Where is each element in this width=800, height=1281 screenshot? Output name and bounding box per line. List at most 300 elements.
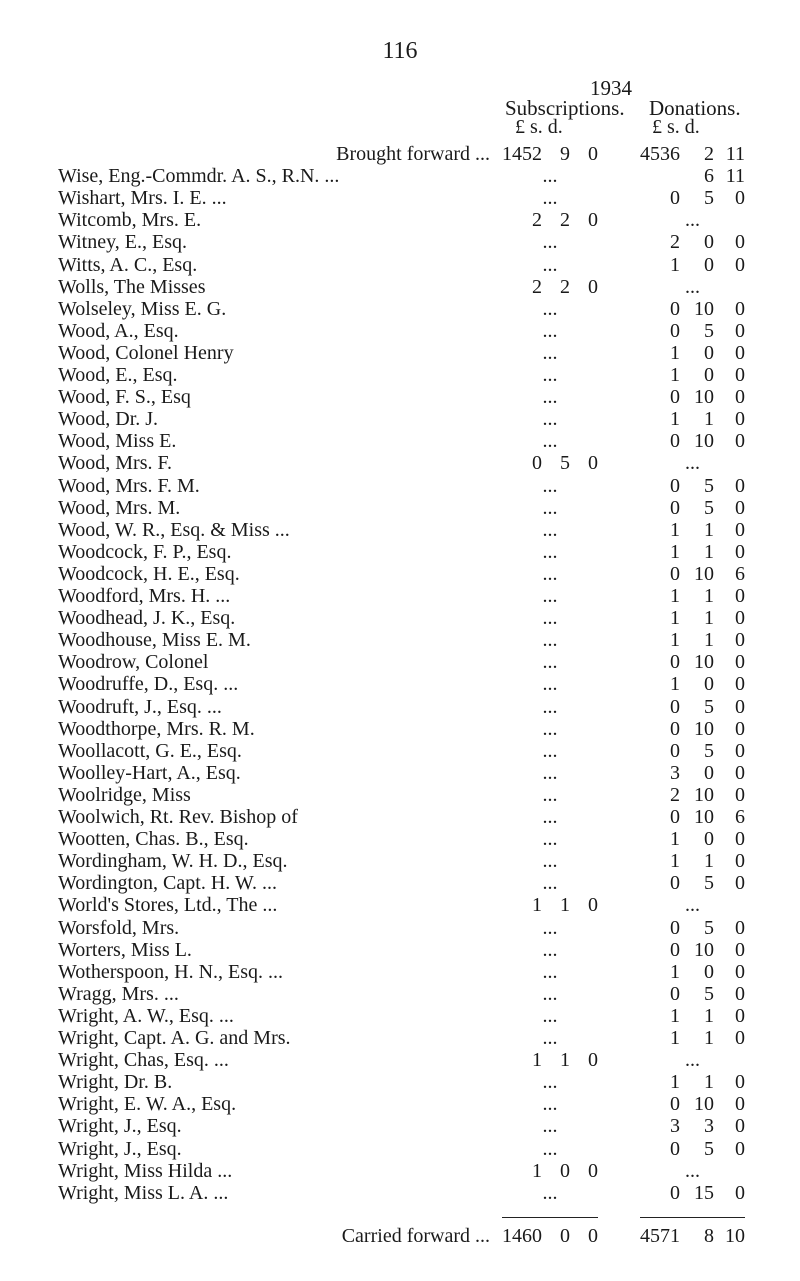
entry-name: Wishart, Mrs. I. E. ... [58, 187, 231, 209]
entry-dons-l: 1 [670, 607, 680, 630]
entry-name-cell [58, 276, 498, 298]
entry-subs-d: 0 [588, 894, 598, 917]
entry-subs-empty: ... [542, 828, 558, 851]
entry-name: Wright, Miss Hilda ... [58, 1160, 236, 1182]
entry-name-cell [58, 386, 498, 408]
entry-subs-empty: ... [542, 231, 558, 254]
entry-name: Wordington, Capt. H. W. ... [58, 872, 281, 894]
entry-dons-s: 5 [704, 319, 714, 342]
list-item [0, 452, 800, 474]
entry-name-cell [58, 320, 498, 342]
entry-dons-l: 1 [670, 540, 680, 563]
entry-name: Wood, F. S., Esq [58, 386, 195, 408]
entry-name-cell [58, 961, 498, 983]
entry-name-cell [58, 519, 498, 541]
entry-subs-empty: ... [542, 783, 558, 806]
entry-name: Wragg, Mrs. ... [58, 983, 183, 1005]
entry-name: Wood, A., Esq. [58, 320, 183, 342]
list-item [0, 961, 800, 983]
list-item [0, 276, 800, 298]
entry-name: Wood, E., Esq. [58, 364, 182, 386]
entry-subs-empty: ... [542, 474, 558, 497]
entry-subs-s: 1 [560, 894, 570, 917]
entry-name-cell [58, 342, 498, 364]
entry-dons-s: 0 [704, 761, 714, 784]
entry-name: Woodthorpe, Mrs. R. M. [58, 718, 259, 740]
entry-subs-empty: ... [542, 430, 558, 453]
entry-subs-empty: ... [542, 165, 558, 188]
entry-name: Witney, E., Esq. [58, 231, 191, 253]
entry-subs-empty: ... [542, 872, 558, 895]
entry-dons-l: 0 [670, 1181, 680, 1204]
entry-name: Wolls, The Misses [58, 276, 209, 298]
entry-dons-d: 0 [735, 1181, 745, 1204]
entry-subs-empty: ... [542, 695, 558, 718]
entry-dons-l: 1 [670, 850, 680, 873]
entry-name-cell [58, 651, 498, 673]
entry-name: Wootten, Chas. B., Esq. [58, 828, 253, 850]
entry-dons-l: 0 [670, 695, 680, 718]
entry-name: Wright, Capt. A. G. and Mrs. [58, 1027, 295, 1049]
entry-name-cell [58, 718, 498, 740]
entry-subs-d: 0 [588, 452, 598, 475]
entry-name: Woolwich, Rt. Rev. Bishop of [58, 806, 302, 828]
list-item [0, 651, 800, 673]
entry-name: Woodruft, J., Esq. ... [58, 696, 226, 718]
list-item [0, 320, 800, 342]
entry-dons-s: 1 [704, 1071, 714, 1094]
bf-subs-l: 1452 [502, 143, 542, 165]
entry-subs-empty: ... [542, 585, 558, 607]
entry-dons-d: 0 [735, 518, 745, 541]
entry-dons-d: 0 [735, 231, 745, 254]
entry-dons-l: 0 [670, 562, 680, 585]
entry-subs-empty: ... [542, 540, 558, 563]
entry-dons-s: 1 [704, 1027, 714, 1049]
entry-dons-s: 0 [704, 960, 714, 983]
entry-name: Wood, W. R., Esq. & Miss ... [58, 519, 294, 541]
entry-subs-d: 0 [588, 209, 598, 232]
entry-name: Wright, Chas, Esq. ... [58, 1049, 233, 1071]
entry-subs-s: 1 [560, 1049, 570, 1072]
entry-subs-empty: ... [542, 1071, 558, 1094]
entry-subs-s: 2 [560, 209, 570, 232]
entry-subs-s: 0 [560, 1159, 570, 1182]
list-item [0, 1093, 800, 1115]
entry-dons-d: 0 [735, 430, 745, 453]
cf-dons-l: 4571 [640, 1225, 680, 1247]
entry-name: Woodhouse, Miss E. M. [58, 629, 255, 651]
entry-dons-l: 0 [670, 982, 680, 1005]
entry-name-cell [58, 585, 498, 607]
page-number: 116 [382, 38, 418, 64]
entry-subs-empty: ... [542, 938, 558, 961]
entry-name-cell [58, 1049, 498, 1071]
entry-subs-empty: ... [542, 916, 558, 939]
entry-dons-s: 10 [694, 651, 714, 674]
list-item [0, 386, 800, 408]
entry-dons-s: 1 [704, 518, 714, 541]
entry-dons-d: 0 [735, 607, 745, 630]
entry-dons-d: 0 [735, 540, 745, 563]
entry-name-cell [58, 917, 498, 939]
entry-dons-s: 10 [694, 938, 714, 961]
entry-dons-d: 0 [735, 938, 745, 961]
cf-dons-d: 10 [725, 1225, 745, 1247]
entry-dons-s: 5 [704, 982, 714, 1005]
entry-dons-d: 0 [735, 297, 745, 320]
list-item [0, 1049, 800, 1071]
entry-subs-empty: ... [542, 850, 558, 873]
entry-dons-d: 0 [735, 960, 745, 983]
entry-dons-d: 0 [735, 872, 745, 895]
entry-name-cell [58, 1115, 498, 1137]
entry-dons-d: 6 [735, 806, 745, 828]
cf-subs-s: 0 [560, 1225, 570, 1247]
entry-dons-l: 0 [670, 430, 680, 453]
entry-dons-d: 0 [735, 1115, 745, 1138]
entry-name: Wright, J., Esq. [58, 1138, 186, 1160]
entry-name-cell [58, 939, 498, 961]
entry-dons-d: 0 [735, 474, 745, 497]
entry-dons-d: 0 [735, 1137, 745, 1160]
entry-dons-d: 0 [735, 629, 745, 652]
entry-dons-s: 0 [704, 231, 714, 254]
entry-dons-d: 0 [735, 319, 745, 342]
list-item [0, 342, 800, 364]
list-item [0, 209, 800, 231]
list-item [0, 740, 800, 762]
list-item [0, 519, 800, 541]
entry-subs-empty: ... [542, 518, 558, 541]
entry-subs-empty: ... [542, 341, 558, 364]
entry-name: Woollacott, G. E., Esq. [58, 740, 246, 762]
entry-dons-s: 1 [704, 850, 714, 873]
list-item [0, 828, 800, 850]
total-rule-s [502, 1217, 598, 1218]
entry-dons-s: 5 [704, 474, 714, 497]
list-item [0, 850, 800, 872]
entry-dons-s: 5 [704, 187, 714, 210]
entry-name-cell [58, 828, 498, 850]
entry-dons-empty: ... [685, 1159, 700, 1182]
entry-subs-empty: ... [542, 960, 558, 983]
list-item [0, 408, 800, 430]
entry-dons-s: 15 [694, 1181, 714, 1204]
entry-dons-l: 1 [670, 408, 680, 431]
entry-dons-empty: ... [685, 1049, 700, 1072]
list-item [0, 696, 800, 718]
entry-dons-s: 0 [704, 341, 714, 364]
carried-forward-row [0, 1225, 800, 1247]
entry-subs-empty: ... [542, 717, 558, 740]
entry-subs-l: 1 [532, 1159, 542, 1182]
entry-dons-l: 0 [670, 872, 680, 895]
entry-dons-s: 1 [704, 585, 714, 607]
entry-name: Wood, Mrs. M. [58, 497, 184, 519]
entry-name-cell [58, 1160, 498, 1182]
list-item [0, 364, 800, 386]
entry-dons-d: 0 [735, 1093, 745, 1116]
entry-dons-l: 0 [670, 717, 680, 740]
list-item [0, 806, 800, 828]
entry-subs-s: 5 [560, 452, 570, 475]
entry-dons-s: 1 [704, 408, 714, 431]
list-item [0, 497, 800, 519]
entry-subs-s: 2 [560, 275, 570, 298]
entry-dons-s: 10 [694, 806, 714, 828]
entry-dons-l: 1 [670, 960, 680, 983]
brought-forward-row [0, 143, 800, 165]
list-item [0, 1005, 800, 1027]
entry-dons-l: 1 [670, 1004, 680, 1027]
entry-name: Wood, Mrs. F. [58, 452, 176, 474]
entry-dons-d: 11 [725, 165, 745, 188]
entry-dons-l: 0 [670, 496, 680, 519]
entry-name: Wood, Dr. J. [58, 408, 162, 430]
entry-subs-empty: ... [542, 1027, 558, 1049]
entry-name-cell [58, 475, 498, 497]
cf-subs-l: 1460 [502, 1225, 542, 1247]
entry-name-cell [58, 430, 498, 452]
entry-dons-s: 1 [704, 629, 714, 652]
entry-subs-empty: ... [542, 982, 558, 1005]
entry-name-cell [58, 165, 498, 187]
entry-dons-s: 1 [704, 540, 714, 563]
bf-dons-s: 2 [704, 143, 714, 165]
entry-dons-s: 10 [694, 297, 714, 320]
entry-subs-l: 2 [532, 209, 542, 232]
entry-subs-empty: ... [542, 1115, 558, 1138]
list-item [0, 298, 800, 320]
entry-subs-empty: ... [542, 562, 558, 585]
entry-subs-d: 0 [588, 1049, 598, 1072]
entry-dons-s: 0 [704, 828, 714, 851]
cf-dons-s: 8 [704, 1225, 714, 1247]
entry-dons-l: 2 [670, 231, 680, 254]
entry-dons-d: 0 [735, 585, 745, 607]
entry-subs-empty: ... [542, 364, 558, 386]
entry-dons-s: 5 [704, 1137, 714, 1160]
entry-dons-l: 1 [670, 629, 680, 652]
entry-name: Wood, Mrs. F. M. [58, 475, 204, 497]
cf-subs-d: 0 [588, 1225, 598, 1247]
entry-name: Wright, E. W. A., Esq. [58, 1093, 240, 1115]
entry-dons-d: 0 [735, 651, 745, 674]
list-item [0, 718, 800, 740]
year-heading: 1934 [590, 76, 632, 100]
list-item [0, 939, 800, 961]
entry-dons-s: 10 [694, 783, 714, 806]
entry-subs-l: 1 [532, 1049, 542, 1072]
entry-dons-s: 6 [704, 165, 714, 188]
entry-dons-d: 0 [735, 739, 745, 762]
entry-dons-l: 0 [670, 386, 680, 409]
entry-name: Wood, Colonel Henry [58, 342, 238, 364]
list-item [0, 983, 800, 1005]
list-item [0, 673, 800, 695]
entry-dons-s: 3 [704, 1115, 714, 1138]
list-item [0, 231, 800, 253]
entry-subs-empty: ... [542, 1004, 558, 1027]
entry-name: Wright, Miss L. A. ... [58, 1182, 232, 1204]
entry-subs-l: 0 [532, 452, 542, 475]
entry-name: World's Stores, Ltd., The ... [58, 894, 281, 916]
entry-dons-empty: ... [685, 275, 700, 298]
list-item [0, 894, 800, 916]
entry-dons-l: 1 [670, 1071, 680, 1094]
entry-name-cell [58, 187, 498, 209]
list-item [0, 187, 800, 209]
entry-dons-empty: ... [685, 894, 700, 917]
entry-dons-l: 0 [670, 319, 680, 342]
entry-dons-s: 0 [704, 673, 714, 696]
entry-dons-l: 0 [670, 938, 680, 961]
entry-name-cell [58, 872, 498, 894]
entry-dons-l: 1 [670, 1027, 680, 1049]
entry-name: Woodrow, Colonel [58, 651, 212, 673]
list-item [0, 607, 800, 629]
entry-name-cell [58, 408, 498, 430]
entry-name-cell [58, 563, 498, 585]
entry-dons-d: 0 [735, 783, 745, 806]
entry-dons-l: 3 [670, 1115, 680, 1138]
entry-subs-empty: ... [542, 761, 558, 784]
entry-name: Woodruffe, D., Esq. ... [58, 673, 242, 695]
entry-dons-s: 5 [704, 496, 714, 519]
entry-dons-s: 5 [704, 739, 714, 762]
entry-subs-empty: ... [542, 806, 558, 828]
donations-heading: Donations. [649, 96, 741, 120]
list-item [0, 165, 800, 187]
entry-name: Woodcock, F. P., Esq. [58, 541, 235, 563]
entry-dons-d: 0 [735, 673, 745, 696]
entry-subs-d: 0 [588, 275, 598, 298]
list-item [0, 1160, 800, 1182]
entry-subs-empty: ... [542, 1137, 558, 1160]
entry-name: Woodcock, H. E., Esq. [58, 563, 244, 585]
entry-name-cell [58, 1138, 498, 1160]
entry-dons-s: 1 [704, 1004, 714, 1027]
entry-name: Wood, Miss E. [58, 430, 180, 452]
entry-name-cell [58, 1027, 498, 1049]
entry-subs-empty: ... [542, 629, 558, 652]
entry-name: Woodford, Mrs. H. ... [58, 585, 234, 607]
subscriptions-heading: Subscriptions. [505, 96, 625, 120]
entry-dons-s: 10 [694, 430, 714, 453]
list-item [0, 629, 800, 651]
entry-name-cell [58, 784, 498, 806]
bf-dons-l: 4536 [640, 143, 680, 165]
entry-dons-l: 3 [670, 761, 680, 784]
entry-dons-s: 10 [694, 717, 714, 740]
entry-name-cell [58, 497, 498, 519]
list-item [0, 872, 800, 894]
entry-name-cell [58, 231, 498, 253]
entry-name: Wright, Dr. B. [58, 1071, 176, 1093]
entry-dons-d: 0 [735, 386, 745, 409]
list-item [0, 563, 800, 585]
entry-name-cell [58, 696, 498, 718]
entry-name-cell [58, 1182, 498, 1204]
entry-name-cell [58, 806, 498, 828]
entry-subs-l: 2 [532, 275, 542, 298]
entry-dons-d: 0 [735, 1004, 745, 1027]
entry-dons-s: 10 [694, 386, 714, 409]
entry-subs-empty: ... [542, 496, 558, 519]
entry-name-cell [58, 209, 498, 231]
entry-dons-l: 0 [670, 187, 680, 210]
entry-name-cell [58, 364, 498, 386]
entry-dons-l: 0 [670, 651, 680, 674]
entry-dons-l: 0 [670, 297, 680, 320]
list-item [0, 430, 800, 452]
entry-name: Woolridge, Miss [58, 784, 195, 806]
carried-forward-label: Carried forward ... [341, 1225, 490, 1247]
entry-subs-empty: ... [542, 408, 558, 431]
entry-dons-d: 0 [735, 695, 745, 718]
list-item [0, 1027, 800, 1049]
entry-subs-empty: ... [542, 297, 558, 320]
entry-dons-s: 5 [704, 695, 714, 718]
entry-subs-empty: ... [542, 1093, 558, 1116]
entry-dons-d: 6 [735, 562, 745, 585]
list-item [0, 1182, 800, 1204]
entry-subs-empty: ... [542, 607, 558, 630]
entry-name: Woolley-Hart, A., Esq. [58, 762, 245, 784]
brought-forward-label: Brought forward ... [336, 143, 490, 165]
entry-name-cell [58, 983, 498, 1005]
entry-subs-empty: ... [542, 187, 558, 210]
entry-name-cell [58, 894, 498, 916]
entry-name: Witcomb, Mrs. E. [58, 209, 205, 231]
entry-subs-l: 1 [532, 894, 542, 917]
entry-dons-d: 0 [735, 253, 745, 276]
entry-dons-l: 0 [670, 739, 680, 762]
list-item [0, 1071, 800, 1093]
entry-dons-d: 0 [735, 187, 745, 210]
entry-subs-d: 0 [588, 1159, 598, 1182]
entry-subs-empty: ... [542, 386, 558, 409]
entry-name-cell [58, 541, 498, 563]
entry-name-cell [58, 1093, 498, 1115]
entry-name-cell [58, 298, 498, 320]
entry-dons-d: 0 [735, 717, 745, 740]
entry-dons-s: 5 [704, 916, 714, 939]
entry-name-cell [58, 254, 498, 276]
entry-name: Wotherspoon, H. N., Esq. ... [58, 961, 287, 983]
entry-name-cell [58, 850, 498, 872]
list-item [0, 917, 800, 939]
entry-name: Worters, Miss L. [58, 939, 196, 961]
entry-dons-d: 0 [735, 1071, 745, 1094]
entry-dons-s: 5 [704, 872, 714, 895]
entry-dons-d: 0 [735, 496, 745, 519]
entry-name-cell [58, 607, 498, 629]
entry-dons-l: 1 [670, 673, 680, 696]
list-item [0, 541, 800, 563]
bf-dons-d: 11 [725, 143, 745, 165]
entry-dons-d: 0 [735, 1027, 745, 1049]
list-item [0, 254, 800, 276]
entry-dons-d: 0 [735, 916, 745, 939]
entry-dons-l: 2 [670, 783, 680, 806]
entry-name: Wise, Eng.-Commdr. A. S., R.N. ... [58, 165, 343, 187]
donations-units: £ s. d. [652, 116, 700, 138]
entry-name: Wright, A. W., Esq. ... [58, 1005, 238, 1027]
entry-dons-l: 0 [670, 1093, 680, 1116]
entry-dons-d: 0 [735, 408, 745, 431]
